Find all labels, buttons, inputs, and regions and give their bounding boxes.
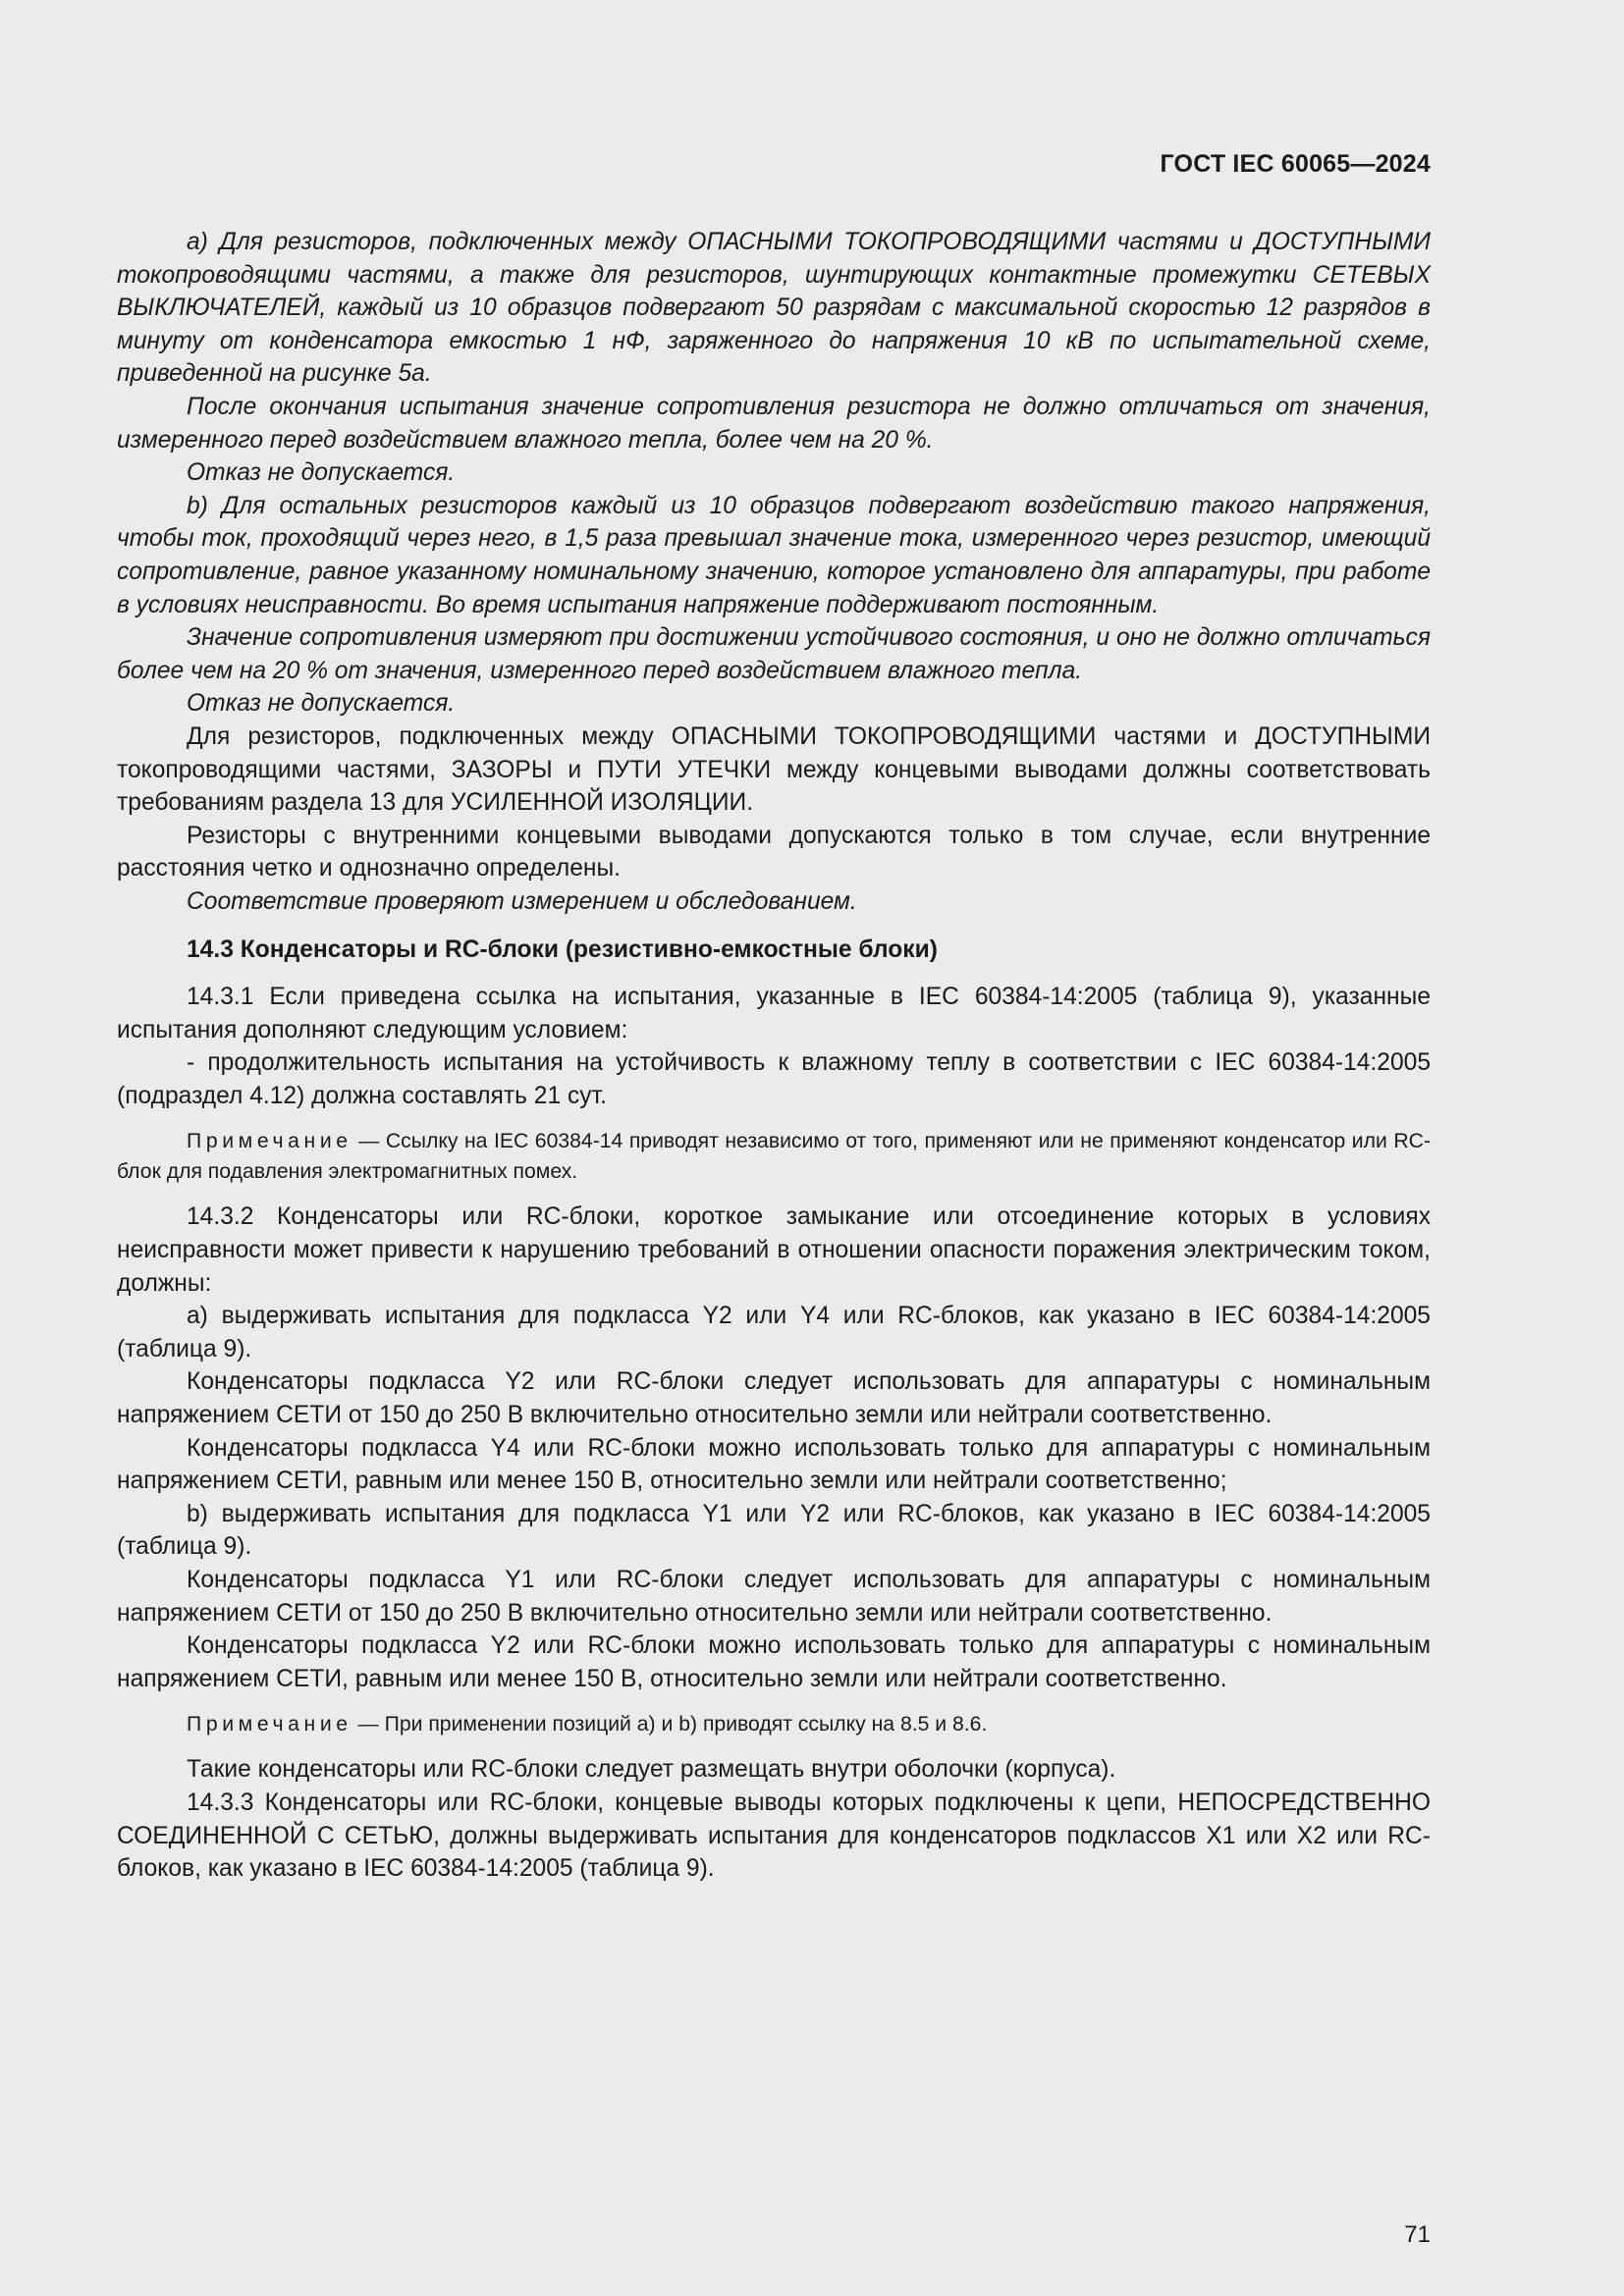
paragraph-y1-usage: Конденсаторы подкласса Y1 или RC-блоки следует использовать для аппаратуры с номинальным напряжением СЕТИ от 150 до 250 В включительно относительно земли или нейтрали соответственно. bbox=[117, 1566, 1431, 1627]
paragraph-compliance-check: Соответствие проверяют измерением и обследованием. bbox=[187, 887, 857, 915]
paragraph-humidity-duration: - продолжительность испытания на устойчивость к влажному теплу в соответствии с IEC 60384-14:2005 (подраздел 4.12) должна составлять 21 сут. bbox=[117, 1049, 1431, 1109]
paragraph-y2-usage: Конденсаторы подкласса Y2 или RC-блоки следует использовать для аппаратуры с номинальным напряжением СЕТИ от 150 до 250 В включительно относительно земли или нейтрали соответственно. bbox=[117, 1368, 1431, 1428]
paragraph-b-other-resistors: b) Для остальных резисторов каждый из 10 образцов подвергают воздействию такого напряжения, чтобы ток, проходящий через него, в 1,5 раза превышал значение тока, измеренного через резистор, имеющий сопротивление, равное указанному номинальному значению, которое установлено для аппаратуры, при работе в условиях неисправности. Во время испытания напряжение поддерживают постоянным. bbox=[117, 492, 1431, 618]
paragraph-enclosure-placement: Такие конденсаторы или RC-блоки следует размещать внутри оболочки (корпуса). bbox=[187, 1756, 1116, 1784]
paragraph-no-failure-2: Отказ не допускается. bbox=[187, 690, 456, 718]
paragraph-internal-terminals: Резисторы с внутренними концевыми выводами допускаются только в том случае, если внутренние расстояния четко и однозначно определены. bbox=[117, 822, 1431, 882]
paragraph-14-3-3: 14.3.3 Конденсаторы или RC-блоки, концевые выводы которых подключены к цепи, НЕПОСРЕДСТВЕННО СОЕДИНЕННОЙ С СЕТЬЮ, должны выдерживать испытания для конденсаторов подклассов X1 или X2 или RC-блоков, как указано в IEC 60384-14:2005 (таблица 9). bbox=[117, 1789, 1431, 1883]
note-text: — При применении позиций а) и b) приводят ссылку на 8.5 и 8.6. bbox=[352, 1713, 988, 1736]
paragraph-b-y1-y2: b) выдерживать испытания для подкласса Y1 или Y2 или RC-блоков, как указано в IEC 60384-14:2005 (таблица 9). bbox=[117, 1500, 1431, 1561]
paragraph-14-3-2: 14.3.2 Конденсаторы или RC-блоки, короткое замыкание или отсоединение которых в условиях неисправности может привести к нарушению требований в отношении опасности поражения электрическим током, должны: bbox=[117, 1203, 1431, 1297]
note-text: — Ссылку на IEC 60384-14 приводят независимо от того, применяют или не применяют конденсатор или RC-блок для подавления электромагнитных помех. bbox=[117, 1130, 1431, 1184]
paragraph-a-y2-y4: а) выдерживать испытания для подкласса Y2 или Y4 или RC-блоков, как указано в IEC 60384-14:2005 (таблица 9). bbox=[117, 1303, 1431, 1362]
note-1 bbox=[117, 1126, 1431, 1187]
paragraph-y4-usage: Конденсаторы подкласса Y4 или RC-блоки можно использовать только для аппаратуры с номинальным напряжением СЕТИ, равным или менее 150 В, относительно земли или нейтрали соответственно; bbox=[117, 1434, 1431, 1495]
note-label: Примечание bbox=[187, 1130, 352, 1153]
document-body bbox=[117, 226, 1431, 1886]
section-heading-14-3: 14.3 Конденсаторы и RC-блоки (резистивно-емкостные блоки) bbox=[187, 936, 938, 964]
note-label: Примечание bbox=[187, 1713, 352, 1736]
paragraph-steady-state-measurement: Значение сопротивления измеряют при достижении устойчивого состояния, и оно не должно отличаться более чем на 20 % от значения, измеренного перед воздействием влажного тепла. bbox=[117, 624, 1431, 684]
note-2 bbox=[117, 1709, 1431, 1739]
standard-header: ГОСТ IEC 60065—2024 bbox=[1160, 150, 1431, 178]
paragraph-no-failure: Отказ не допускается. bbox=[187, 459, 456, 487]
paragraph-14-3-1: 14.3.1 Если приведена ссылка на испытания, указанные в IEC 60384-14:2005 (таблица 9), указанные испытания дополняют следующим условием: bbox=[117, 984, 1431, 1043]
paragraph-a-high-voltage-resistors: a) Для резисторов, подключенных между ОПАСНЫМИ ТОКОПРОВОДЯЩИМИ частями и ДОСТУПНЫМИ токопроводящими частями, а также для резисторов, шунтирующих контактные промежутки СЕТЕВЫХ ВЫКЛЮЧАТЕЛЕЙ, каждый из 10 образцов подвергают 50 разрядам с максимальной скоростью 12 разрядов в минуту от конденсатора емкостью 1 нФ, заряженного до напряжения 10 кВ по испытательной схеме, приведенной на рисунке 5а. bbox=[117, 229, 1431, 388]
paragraph-clearances-requirement: Для резисторов, подключенных между ОПАСНЫМИ ТОКОПРОВОДЯЩИМИ частями и ДОСТУПНЫМИ токопроводящими частями, ЗАЗОРЫ и ПУТИ УТЕЧКИ между концевыми выводами должны соответствовать требованиям раздела 13 для УСИЛЕННОЙ ИЗОЛЯЦИИ. bbox=[117, 722, 1431, 817]
paragraph-y2-usage-low-voltage: Конденсаторы подкласса Y2 или RC-блоки можно использовать только для аппаратуры с номинальным напряжением СЕТИ, равным или менее 150 В, относительно земли или нейтрали соответственно. bbox=[117, 1632, 1431, 1692]
paragraph-resistance-tolerance: После окончания испытания значение сопротивления резистора не должно отличаться от значения, измеренного перед воздействием влажного тепла, более чем на 20 %. bbox=[117, 393, 1431, 454]
page-number: 71 bbox=[1404, 2221, 1431, 2248]
